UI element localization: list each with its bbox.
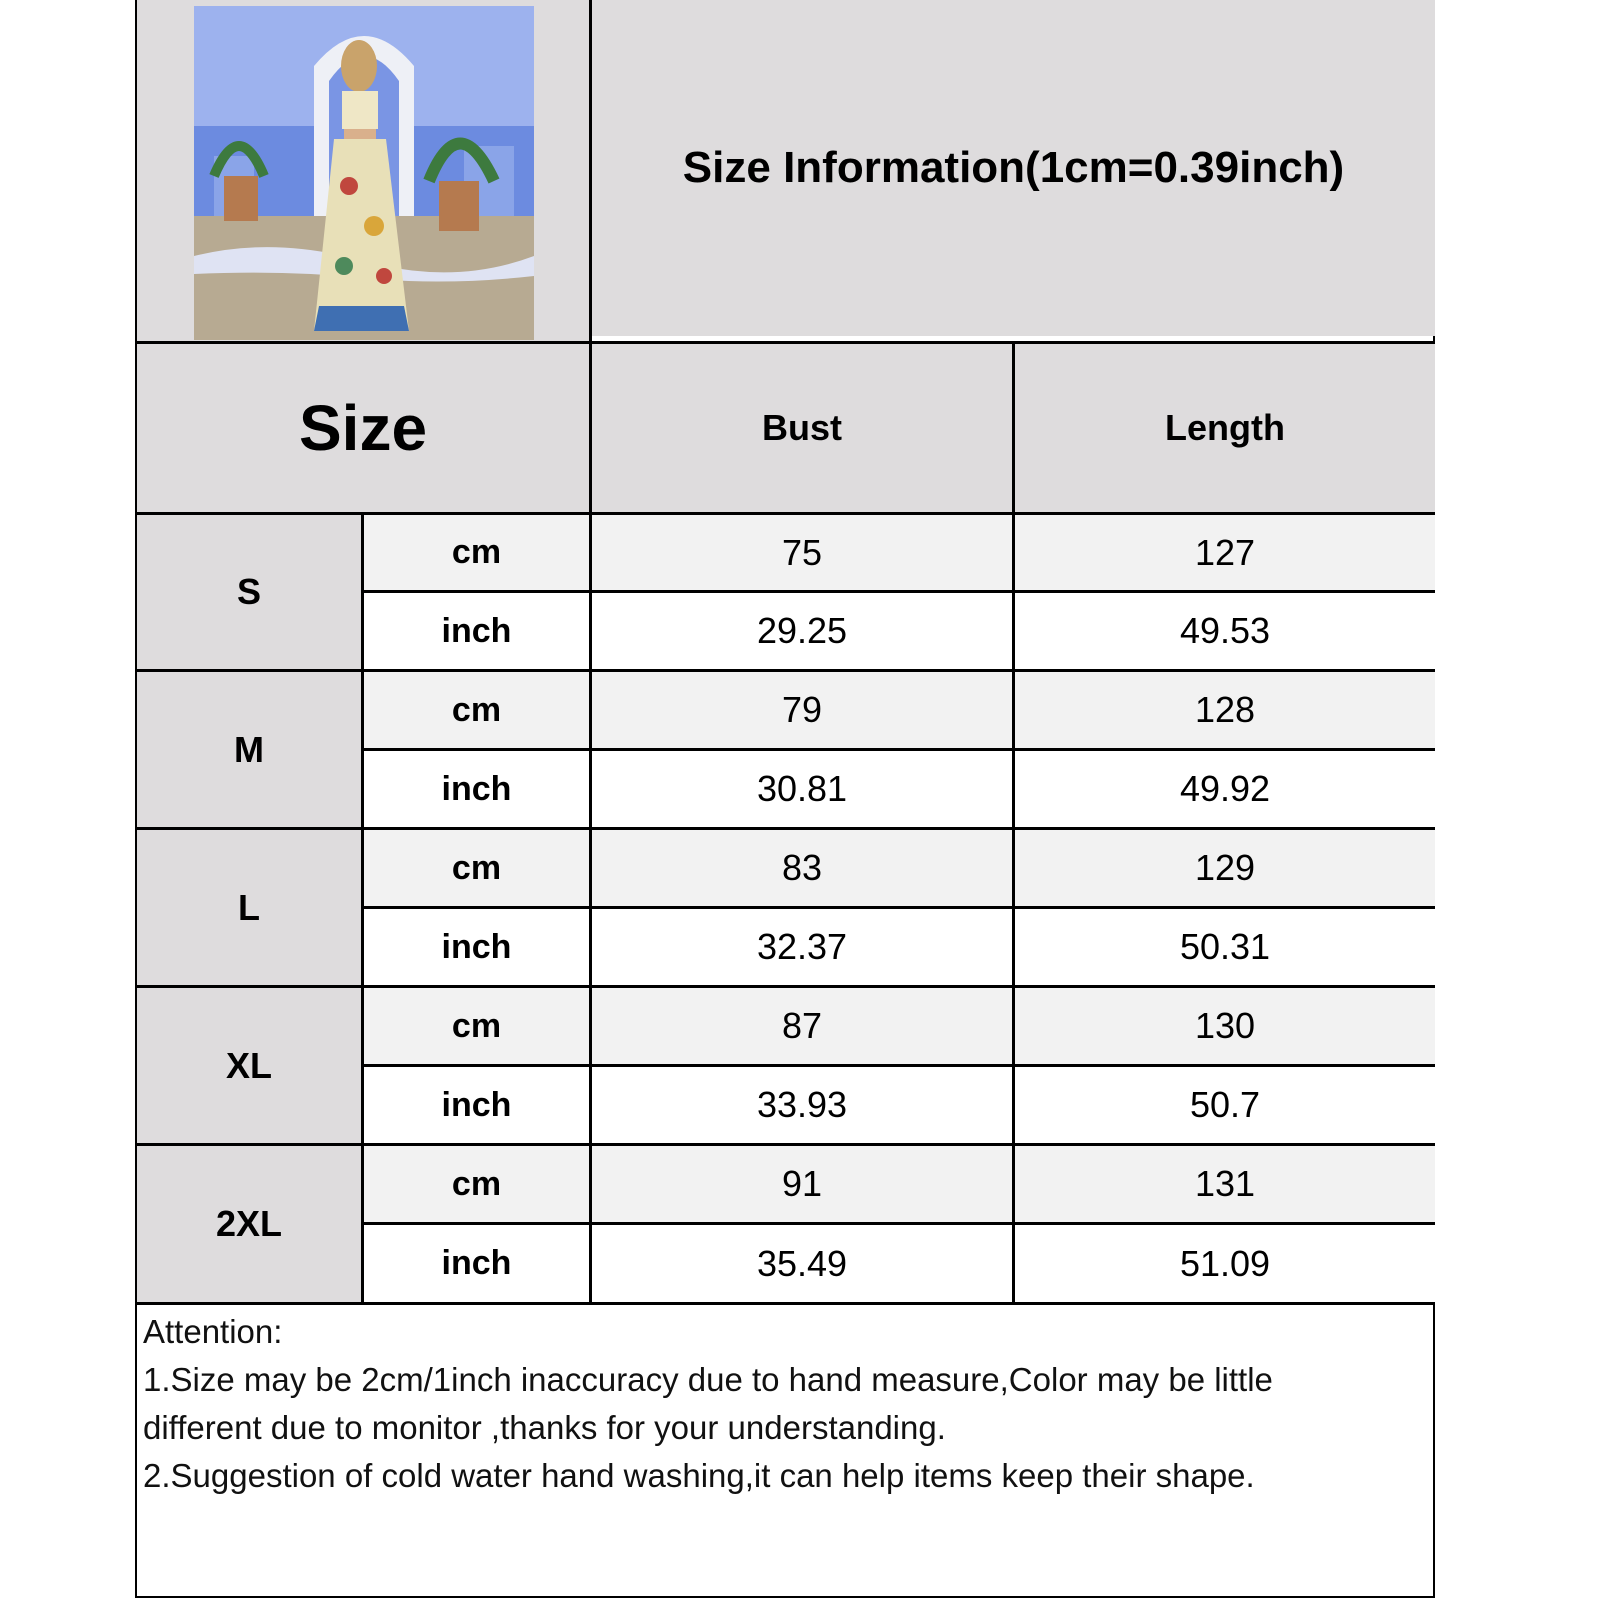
notes-line: 1.Size may be 2cm/1inch inaccuracy due to hand measure,Color may be little [143,1361,1273,1398]
unit-label: inch [364,751,589,827]
notes-heading: Attention: [143,1313,283,1350]
divider [137,1143,1435,1146]
page-title: Size Information(1cm=0.39inch) [592,0,1435,336]
length-value: 50.31 [1015,909,1435,985]
unit-label: cm [364,672,589,748]
unit-label: inch [364,1225,589,1302]
model-photo-icon [194,6,534,340]
length-value: 51.09 [1015,1225,1435,1302]
attention-notes [143,1308,1433,1500]
bust-value: 29.25 [592,593,1012,669]
column-header-bust: Bust [592,344,1012,512]
bust-value: 75 [592,515,1012,590]
size-label-xl: XL [137,988,361,1143]
divider [137,985,1435,988]
unit-label: inch [364,593,589,669]
divider [137,669,1435,672]
length-value: 49.53 [1015,593,1435,669]
size-label-l: L [137,830,361,985]
column-header-length: Length [1015,344,1435,512]
size-label-s: S [137,515,361,669]
divider [589,0,592,1305]
divider [137,827,1435,830]
bust-value: 87 [592,988,1012,1064]
divider [364,1064,1435,1067]
length-value: 128 [1015,672,1435,748]
length-value: 130 [1015,988,1435,1064]
divider [364,1222,1435,1225]
size-chart-sheet [135,0,1435,1598]
length-value: 131 [1015,1146,1435,1222]
length-value: 50.7 [1015,1067,1435,1143]
divider [364,748,1435,751]
bust-value: 32.37 [592,909,1012,985]
bust-value: 79 [592,672,1012,748]
divider [361,512,364,1305]
unit-label: cm [364,515,589,590]
notes-line: different due to monitor ,thanks for your understanding. [143,1409,946,1446]
divider [137,512,1435,515]
length-value: 127 [1015,515,1435,590]
bust-value: 83 [592,830,1012,906]
divider [364,906,1435,909]
divider [137,1302,1435,1305]
divider [364,590,1435,593]
bust-value: 35.49 [592,1225,1012,1302]
size-label-2xl: 2XL [137,1146,361,1302]
divider [1012,341,1015,1305]
size-header: Size [137,344,589,512]
bust-value: 30.81 [592,751,1012,827]
unit-label: cm [364,1146,589,1222]
length-value: 49.92 [1015,751,1435,827]
unit-label: inch [364,1067,589,1143]
unit-label: inch [364,909,589,985]
bust-value: 91 [592,1146,1012,1222]
divider [137,341,1435,344]
bust-value: 33.93 [592,1067,1012,1143]
unit-label: cm [364,830,589,906]
length-value: 129 [1015,830,1435,906]
notes-line: 2.Suggestion of cold water hand washing,it can help items keep their shape. [143,1457,1255,1494]
model-photo [194,6,534,340]
unit-label: cm [364,988,589,1064]
size-label-m: M [137,672,361,827]
